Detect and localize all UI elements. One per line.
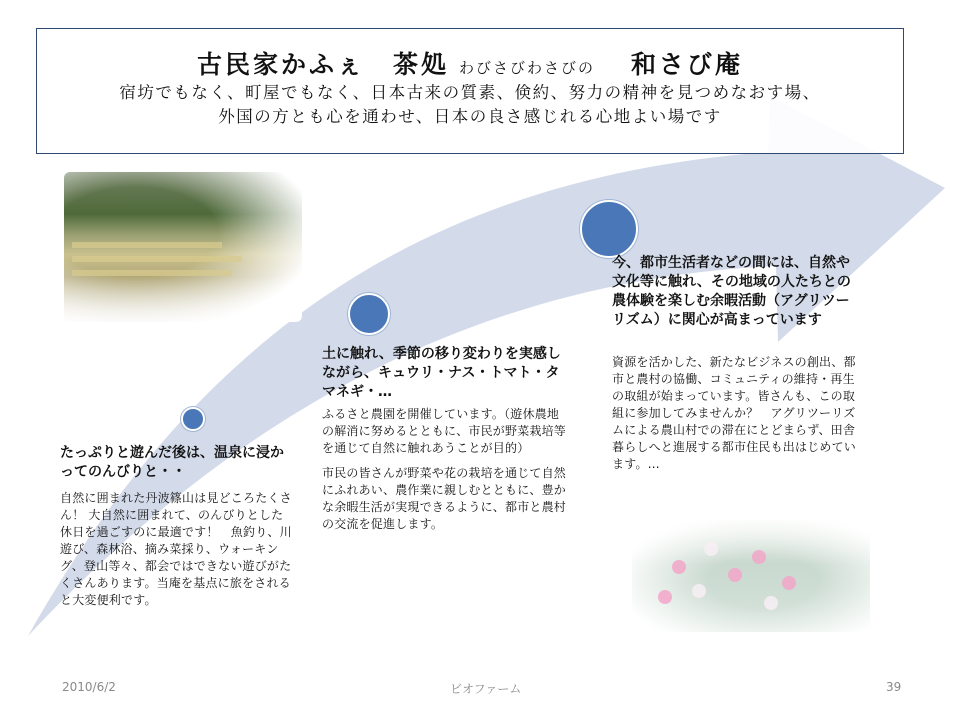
footer-center-text: ビオファーム [450,682,522,696]
step-3-paragraph: 資源を活かした、新たなビジネスの創出、都市と農村の協働、コミュニティの維持・再生の取組が始まっています。皆さんも、この取組に参加してみませんか？ アグリツーリズムによる農山村での滞在にとどまらず、田舎暮らしへと進展する都市住民も出はじめています。… [612,355,857,471]
header-line-2: 外国の方とも心を通わせ、日本の良さ感じれる心地よい場です [218,107,722,126]
page-title [37,45,903,81]
footer-date: 2010/6/2 [62,680,116,694]
step-2-heading: 土に触れ、季節の移り変わりを実感しながら、キュウリ・ナス・トマト・タマネギ・… [322,346,561,400]
rice-field-photo [64,172,302,322]
title-main: 古民家かふぇ 茶処 [196,50,449,79]
step-dot-3 [580,200,638,258]
title-sub: わびさびわさびの [458,59,595,77]
cosmos-flower-photo [632,520,870,632]
footer-page-number: 39 [886,680,902,694]
step-2-paragraph-1: ふるさと農園を開催しています。（遊休農地の解消に努めるとともに、市民が野菜栽培等を通じて自然に触れあうことが目的） [322,407,567,455]
step-2-body [322,406,570,541]
step-1-paragraph: 自然に囲まれた丹波篠山は見どころたくさん！ 大自然に囲まれて、のんびりとした休日を過ごすのに最適です！ 魚釣り、川遊び、森林浴、摘み菜採り、ウォーキング、登山等々、都会ではできない遊びがたくさんあります。当庵を基点に旅をされると大変便利です。 [60,491,292,607]
header-line-1: 宿坊でもなく、町屋でもなく、日本古来の質素、倹約、努力の精神を見つめなおす場、 [119,83,821,102]
step-3-heading: 今、都市生活者などの間には、自然や文化等に触れ、その地域の人たちとの農体験を楽しむ余暇活動（アグリツーリズム）に関心が高まっています [612,255,851,328]
step-dot-1 [181,407,205,431]
step-1-heading: たっぷりと遊んだ後は、温泉に浸かってのんびりと・・ [60,445,284,480]
step-2-paragraph-2: 市民の皆さんが野菜や花の栽培を通じて自然にふれあい、農作業に親しむとともに、豊かな余暇生活が実現できるように、都市と農村の交流を促進します。 [322,466,567,531]
step-dot-2 [348,293,390,335]
step-1-body [60,490,294,617]
header-box [36,28,904,154]
step-3-body [612,354,856,481]
title-brand: 和さび庵 [631,50,744,79]
